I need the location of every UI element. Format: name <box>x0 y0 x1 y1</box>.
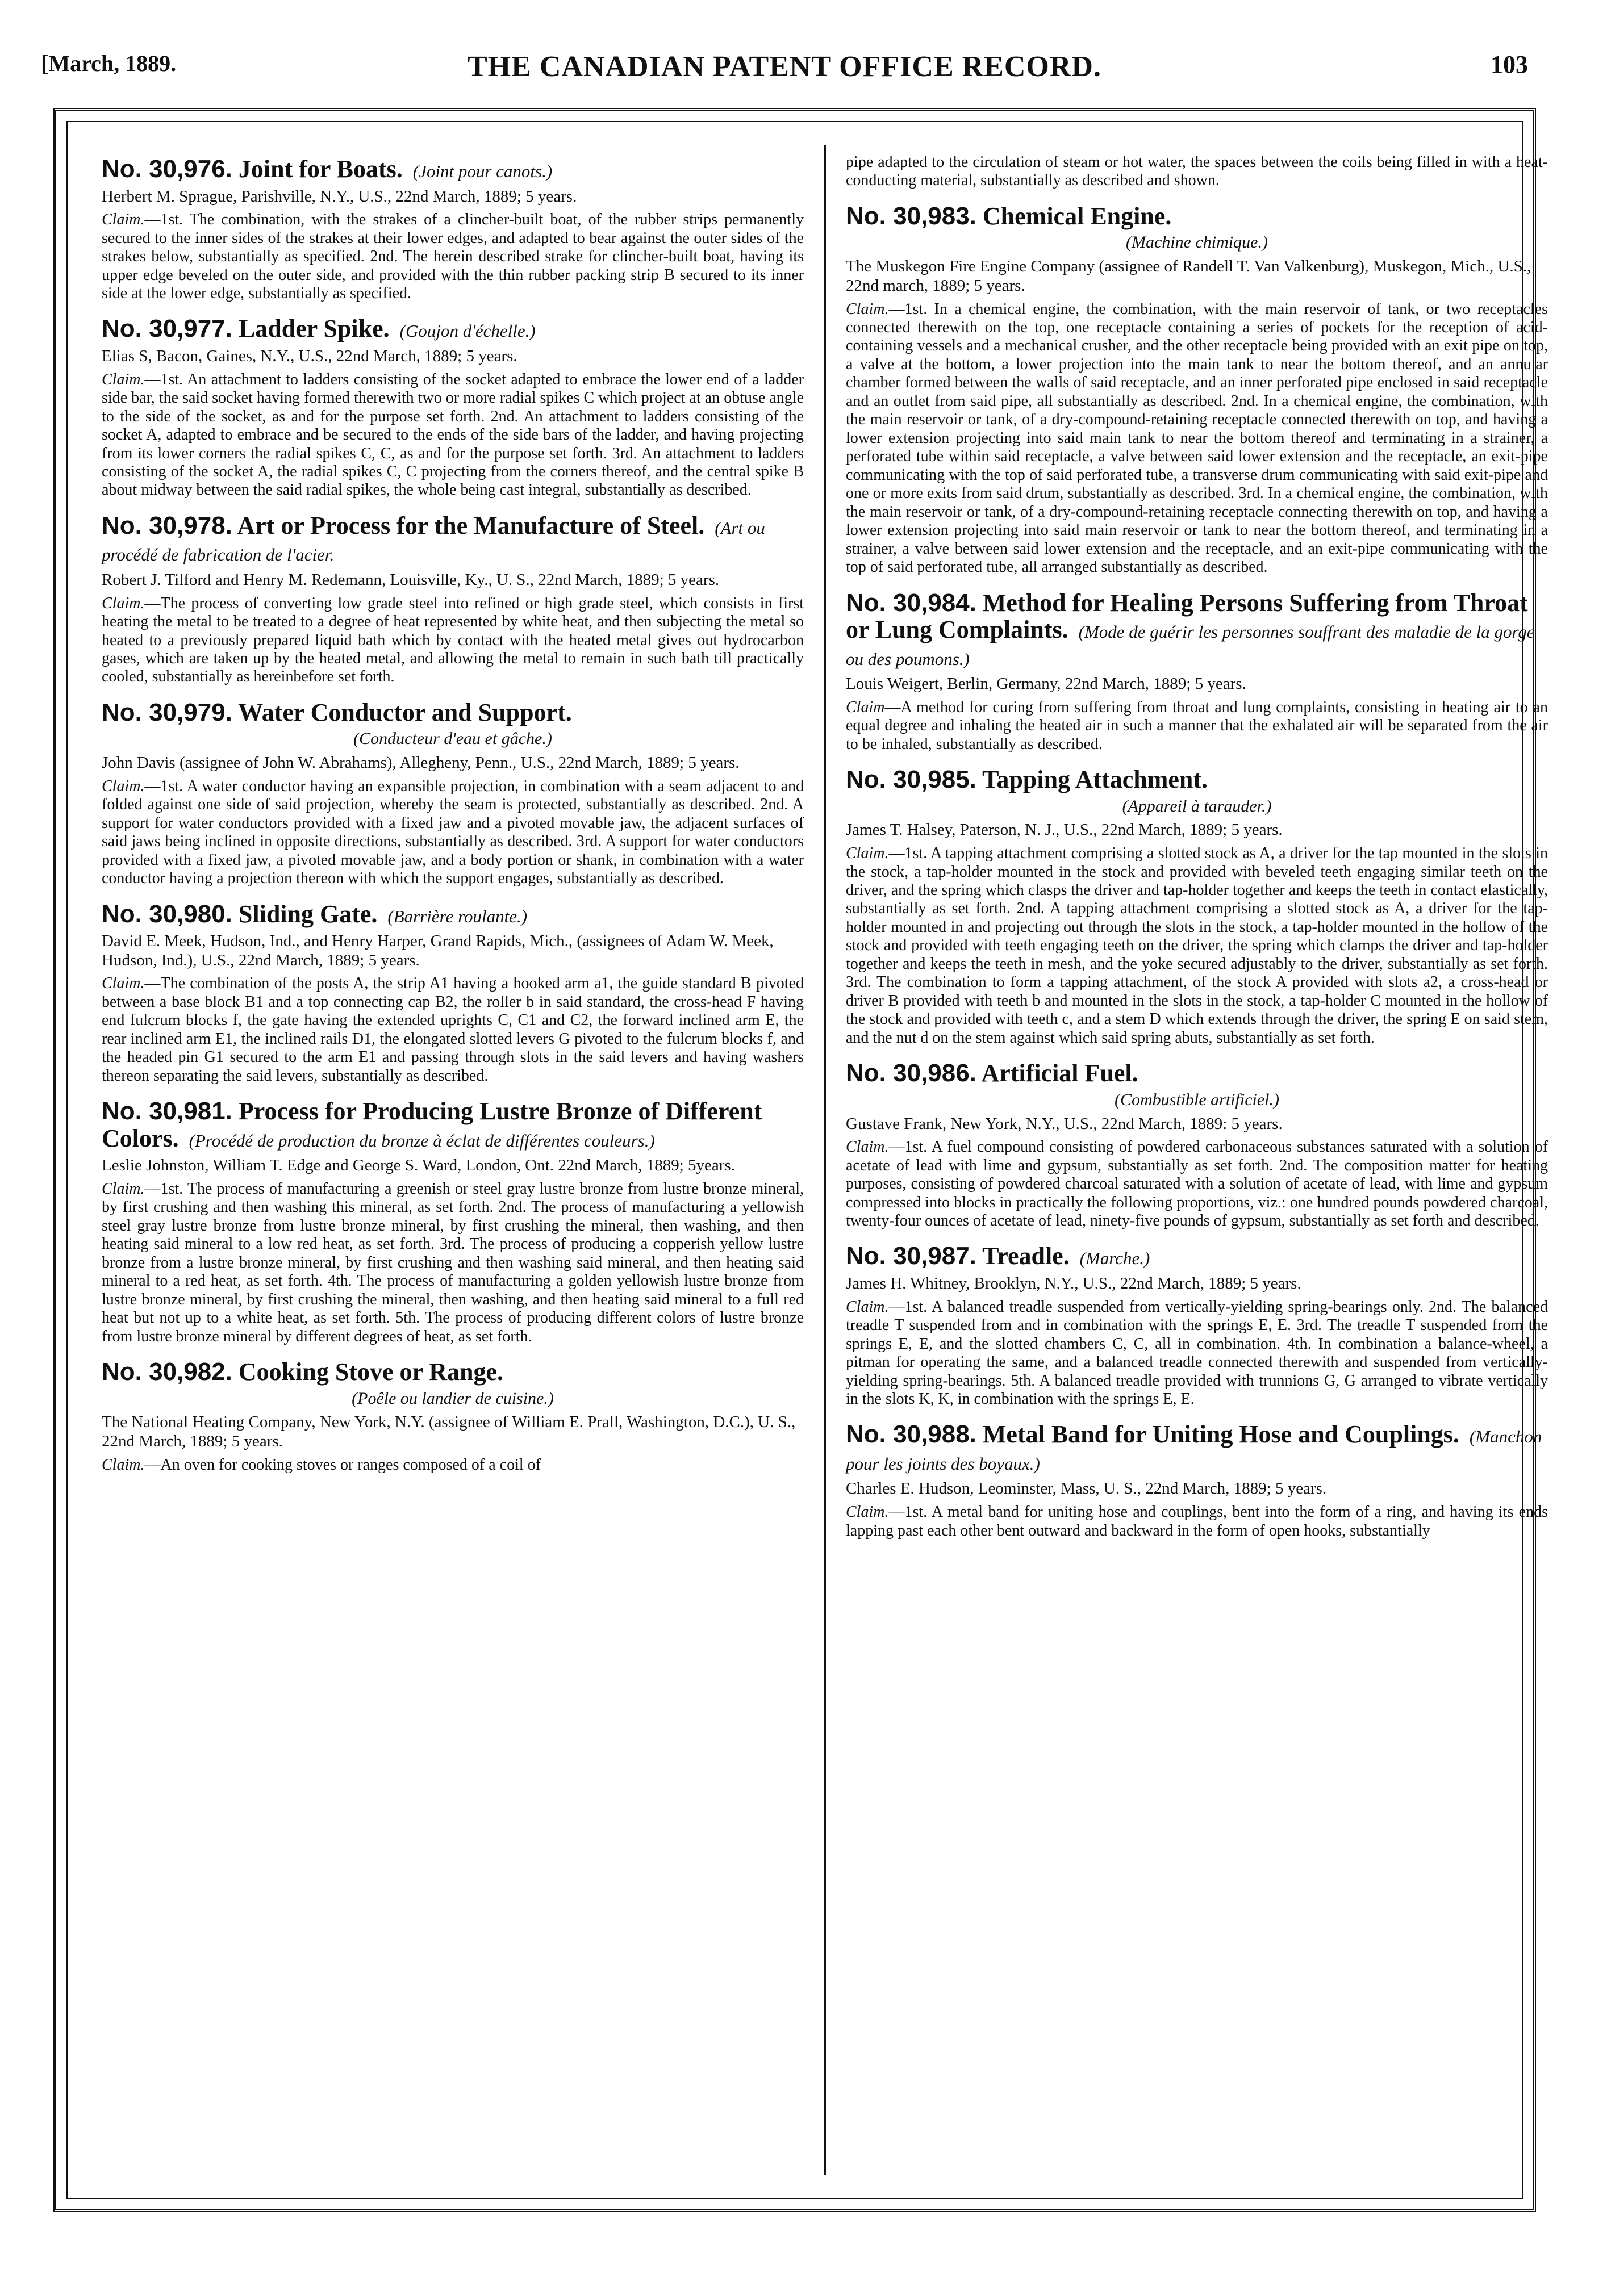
patent-number: No. 30,977. <box>102 315 232 343</box>
claim-label: Claim. <box>102 594 145 612</box>
french-title: (Mode de guérir les personnes souffrant des maladie de la gorge ou des poumons.) <box>846 622 1535 669</box>
claim-body: pipe adapted to the circulation of steam or hot water, the spaces between the coils being filled in with a heat-conducting material, substantially as described and shown. <box>846 153 1548 190</box>
patent-entry <box>846 1243 1548 1408</box>
claim-text <box>846 1138 1548 1230</box>
claim-label: Claim. <box>102 777 145 795</box>
patent-title: Artificial Fuel. <box>981 1059 1138 1088</box>
patent-number: No. 30,979. <box>102 698 232 726</box>
patent-entry <box>102 1098 804 1346</box>
inventor-line: The Muskegon Fire Engine Company (assignee of Randell T. Van Valkenburg), Muskegon, Mich., U.S., 22nd march, 1889; 5 years. <box>846 257 1531 295</box>
patent-entry <box>846 153 1548 190</box>
french-title: (Goujon d'échelle.) <box>399 321 536 341</box>
left-column <box>102 153 804 1487</box>
claim-body: —1st. The process of manufacturing a greenish or steel gray lustre bronze from lustre bronze mineral, by first crushing and then washing this mineral, as set forth. 2nd. The process of manufacturing a yellowish steel gray lustre bronze from lustre bronze mineral, by first crushing the mineral, then washing, and then heating said mineral to a low red heat, as set forth. 3rd. The process of producing a copperish yellow lustre bronze from a lustre bronze mineral, by first crushing and then washing said mineral, and then heating said mineral to a red heat, as set forth. 4th. The process of manufacturing a golden yellowish lustre bronze from lustre bronze mineral, by first crushing the mineral, then washing, and then heating said mineral to a full red heat but not up to a white heat, as set forth. 5th. The process of producing different colors of lustre bronze from lustre bronze mineral by different degrees of heat, as set forth. <box>102 1180 804 1345</box>
patent-heading <box>846 1421 1548 1475</box>
patent-number: No. 30,987. <box>846 1242 976 1270</box>
patent-title: Water Conductor and Support. <box>238 698 572 726</box>
patent-title: Method for Healing Persons Suffering from Throat or Lung Complaints. <box>846 588 1528 644</box>
french-subtitle: (Conducteur d'eau et gâche.) <box>353 729 552 748</box>
claim-label: Claim. <box>102 1456 145 1474</box>
french-title: (Art ou procédé de fabrication de l'acier. <box>102 517 765 565</box>
patent-number: No. 30,985. <box>846 766 976 794</box>
claim-body: —1st. A fuel compound consisting of powdered carbonaceous substances saturated with a solution of acetate of lead with lime and gypsum, substantially as set forth. 2nd. The composition matter for heating purposes, consisting of powdered charcoal saturated with a solution of acetate of lead, with lime and gypsum compressed into blocks in practically the following proportions, viz.: one hundred pounds powdered charcoal, twenty-four ounces of acetate of lead, ninety-five pounds of gypsum, substantially as set forth and described. <box>846 1138 1548 1230</box>
patent-heading <box>102 1358 804 1386</box>
patent-number: No. 30,980. <box>102 900 232 928</box>
inventor-line: Gustave Frank, New York, N.Y., U.S., 22nd March, 1889: 5 years. <box>846 1114 1283 1133</box>
patent-entry <box>846 589 1548 754</box>
inventor-line: Robert J. Tilford and Henry M. Redemann, Louisville, Ky., U. S., 22nd March, 1889; 5 years. <box>102 570 720 589</box>
patent-heading <box>846 766 1548 793</box>
patent-entry <box>846 766 1548 1047</box>
patent-entry <box>102 315 804 499</box>
claim-label: Claim. <box>102 1180 145 1198</box>
claim-text <box>102 1456 804 1474</box>
patent-title: Chemical Engine. <box>982 202 1172 230</box>
claim-body: —1st. In a chemical engine, the combination, with the main reservoir of tank, or two receptacles connected therewith on the top, one receptacle containing a series of pockets for the reception of acid-containing vessels and a mechanical crusher, and the other receptacle being provided with an exit pipe on top, a valve at the bottom, a lower projection into the main tank to near the bottom thereof, and an annular chamber formed between the walls of said receptacle, and an inner perforated pipe enclosed in said receptacle and an outlet from said pipe, all substantially as described. 2nd. In a chemical engine, the combination, with the main reservoir or tank, of a dry-compound-retaining receptacle connected therewith on top, and having a lower extension projecting into said main tank to near the bottom thereof and terminating in a strainer, a perforated tube within said receptacle, a valve between said lower extension and the receptacle, an exit-pipe communicating with the top of said perforated tube, a transverse drum communicating with said exit-pipe and one or more exits from said drum, substantially as described. 3rd. In a chemical engine, the combination, with the main reservoir or tank, of a dry-compound-retaining receptacle connecting therewith on top, and having a lower extension projecting into said main reservoir or tank to near the bottom thereof, and terminating in a strainer, a valve between said lower extension and the receptacle, and an exit-pipe communicating with the top of said perforated tube, all arranged substantially as described. <box>846 300 1548 576</box>
page-frame <box>53 108 1548 2212</box>
patent-heading <box>846 1060 1548 1087</box>
patent-title: Treadle. <box>982 1242 1070 1270</box>
patent-entry <box>102 512 804 687</box>
french-title: (Barrière roulante.) <box>387 906 528 926</box>
claim-label: Claim. <box>846 1138 889 1156</box>
claim-text <box>846 699 1548 754</box>
patent-title: Cooking Stove or Range. <box>238 1358 504 1386</box>
patent-number: No. 30,982. <box>102 1358 232 1386</box>
claim-label: Claim <box>846 698 885 716</box>
inventor-line: James T. Halsey, Paterson, N. J., U.S., 22nd March, 1889; 5 years. <box>846 821 1283 839</box>
claim-body: —The process of converting low grade steel into refined or high grade steel, which consists in first heating the metal to be treated to a degree of heat represented by white heat, and then subjecting the metal so heated to a previously prepared liquid bath which by contact with the heated metal gives out hydrocarbon gases, which are taken up by the heated metal, and allowing the metal to remain in such bath till practically cooled, substantially as hereinbefore set forth. <box>102 594 804 686</box>
patent-number: No. 30,988. <box>846 1420 976 1449</box>
header-date: [March, 1889. <box>41 51 177 76</box>
claim-label: Claim. <box>846 300 889 318</box>
patent-entry <box>846 1421 1548 1540</box>
claim-text <box>102 211 804 303</box>
claim-text <box>102 777 804 888</box>
claim-label: Claim. <box>846 1298 889 1316</box>
patent-entry <box>102 156 804 303</box>
claim-text <box>846 844 1548 1047</box>
inventor-line: John Davis (assignee of John W. Abrahams), Allegheny, Penn., U.S., 22nd March, 1889; 5 years. <box>102 754 740 772</box>
patent-heading <box>102 1098 804 1152</box>
claim-label: Claim. <box>846 1503 889 1521</box>
claim-label: Claim. <box>102 975 145 993</box>
claim-body: —1st. A water conductor having an expansible projection, in combination with a seam adjacent to and folded against one side of said projection, whereby the seam is protected, substantially as described. 2nd. A support for water conductors provided with a fixed jaw and a pivoted movable jaw, the adjacent surfaces of said jaws being inclined in opposite directions, substantially as described. 3rd. A support for water conductors provided with a fixed jaw, a pivoted movable jaw, and a body portion or shank, in combination with a water conductor having a projection thereon with which the support engages, substantially as described. <box>102 777 804 888</box>
claim-text <box>102 595 804 687</box>
patent-title: Ladder Spike. <box>238 315 390 343</box>
patent-title: Tapping Attachment. <box>982 766 1208 794</box>
claim-body: —1st. A balanced treadle suspended from vertically-yielding spring-bearings only. 2nd. The balanced treadle T suspended from and in combination with the springs E, E. 3rd. The treadle T suspended from the springs E, E, and the slotted chambers C, C, all in combination. 4th. In combination a balance-wheel, a pitman for operating the same, and a balanced treadle connected therewith and suspended from vertically-yielding spring-bearings. 5th. A balanced treadle provided with trunnions G, G arranged to vibrate vertically in the slots K, K, in combination with the springs E, E. <box>846 1298 1548 1408</box>
inventor-line: Herbert M. Sprague, Parishville, N.Y., U.S., 22nd March, 1889; 5 years. <box>102 187 577 206</box>
french-title: (Joint pour canots.) <box>412 161 553 181</box>
claim-body: —1st. The combination, with the strakes of a clincher-built boat, of the rubber strips permanently secured to the inner sides of the strakes at their lower edges, and adapted to bear against the outer sides of the strakes below, substantially as specified. 2nd. The herein described strake for clincher-built boat, having its upper edge beveled on the outer side, and provided with the thin rubber packing strip B secured to its inner side at the lower edge, substantially as specified. <box>102 211 804 303</box>
french-subtitle: (Machine chimique.) <box>1126 233 1268 252</box>
claim-body: —1st. A tapping attachment comprising a slotted stock as A, a driver for the tap mounted in the slots in the stock, a tap-holder mounted in the stock and provided with beveled teeth engaging similar teeth on the driver, and the spring which clasps the driver and tap-holder together and keeps the teeth in contact elastically, substantially as set forth. 2nd. A tapping attachment comprising a slotted stock as A, a driver for the tap-holder mounted in and projecting out through the slots in the stock, a tap-holder mounted in the hollow of the stock and provided with teeth engaging teeth on the driver, the spring which clamps the driver and tap-holder together and keeps the teeth in mesh, and the yoke secured adjustably to the driver, substantially as set forth. 3rd. The combination to form a tapping attachment, of the stock A provided with slots a2, a cross-head or driver B provided with teeth b and mounted in the slots in the stock, a tap-holder C mounted in the hollow of the stock and provided with teeth c, and a stem D which extends through the driver, the spring E on said stem, and the nut d on the stem against which said spring abuts, substantially as set forth. <box>846 844 1548 1047</box>
claim-text <box>102 975 804 1085</box>
inventor-line: Elias S, Bacon, Gaines, N.Y., U.S., 22nd March, 1889; 5 years. <box>102 347 517 365</box>
claim-text <box>846 1503 1548 1540</box>
patent-title: Process for Producing Lustre Bronze of Different Colors. <box>102 1097 762 1152</box>
claim-label: Claim. <box>846 844 889 863</box>
patent-number: No. 30,984. <box>846 588 976 617</box>
patent-heading <box>102 512 804 566</box>
patent-number: No. 30,983. <box>846 202 976 230</box>
claim-body: —The combination of the posts A, the strip A1 having a hooked arm a1, the guide standard B pivoted between a base block B1 and a top connecting cap B2, the roller b in said standard, the cross-head F having end fulcrum blocks f, the gate having the extended uprights C, C1 and C2, the forward inclined arm E, the rear inclined arm E1, the inclined rails D1, the elongated slotted levers G pivoted to the fulcrum blocks f, and the headed pin G1 secured to the arm E1 and passing through slots in the said levers and having washers thereon separating the said levers, substantially as described. <box>102 975 804 1085</box>
inventor-line: James H. Whitney, Brooklyn, N.Y., U.S., 22nd March, 1889; 5 years. <box>846 1274 1301 1293</box>
page-number: 103 <box>1491 51 1528 78</box>
patent-entry <box>102 699 804 888</box>
patent-title: Art or Process for the Manufacture of Steel. <box>237 511 705 540</box>
column-divider <box>824 145 826 2175</box>
patent-heading <box>102 901 804 928</box>
claim-text <box>846 1298 1548 1409</box>
claim-label: Claim. <box>102 211 145 229</box>
patent-title: Metal Band for Uniting Hose and Couplings. <box>982 1420 1459 1449</box>
patent-title: Joint for Boats. <box>238 155 403 183</box>
french-title: (Procédé de production du bronze à éclat de différentes couleurs.) <box>189 1130 655 1151</box>
patent-number: No. 30,976. <box>102 155 232 183</box>
patent-heading <box>846 203 1548 230</box>
french-subtitle: (Combustible artificiel.) <box>1115 1090 1279 1109</box>
patent-number: No. 30,978. <box>102 511 232 540</box>
claim-text <box>846 153 1548 190</box>
right-column <box>846 153 1548 1553</box>
inventor-line: Charles E. Hudson, Leominster, Mass, U. S., 22nd March, 1889; 5 years. <box>846 1479 1327 1498</box>
patent-entry <box>102 901 804 1086</box>
claim-body: —1st. An attachment to ladders consisting of the socket adapted to embrace the lower end of a ladder side bar, the said socket having formed therewith two or more radial spikes C which project at an obtuse angle to the side of the socket, as and for the purpose set forth. 2nd. An attachment to ladders consisting of the socket A, adapted to embrace and be secured to the ends of the side bars of the ladder, and having projecting from its lower corners the radial spikes C, C, as and for the purpose set forth. 3rd. An attachment to ladders consisting of the socket A, the radial spikes C, C projecting from the corners thereof, and the central spike B about midway between the said radial spikes, the whole being cast integral, substantially as described. <box>102 370 804 499</box>
patent-heading <box>846 1243 1548 1270</box>
patent-heading <box>846 589 1548 671</box>
publication-title: THE CANADIAN PATENT OFFICE RECORD. <box>468 51 1101 83</box>
claim-body: —An oven for cooking stoves or ranges composed of a coil of <box>144 1456 541 1474</box>
inventor-line: Leslie Johnston, William T. Edge and George S. Ward, London, Ont. 22nd March, 1889; 5years. <box>102 1156 735 1175</box>
french-title: (Marche.) <box>1079 1248 1150 1269</box>
inner-frame <box>66 121 1548 2199</box>
inventor-line: Louis Weigert, Berlin, Germany, 22nd March, 1889; 5 years. <box>846 675 1246 693</box>
patent-heading <box>102 156 804 183</box>
inventor-line: The National Heating Company, New York, N.Y. (assignee of William E. Prall, Washington, D.C.), U. S., 22nd March, 1889; 5 years. <box>102 1413 796 1451</box>
claim-text <box>846 300 1548 577</box>
patent-heading <box>102 315 804 342</box>
french-subtitle: (Appareil à tarauder.) <box>1122 796 1272 815</box>
patent-title: Sliding Gate. <box>238 900 378 928</box>
patent-number: No. 30,981. <box>102 1097 232 1126</box>
claim-label: Claim. <box>102 370 145 388</box>
patent-number: No. 30,986. <box>846 1059 976 1088</box>
page-header <box>41 50 1528 95</box>
french-subtitle: (Poêle ou landier de cuisine.) <box>352 1389 554 1408</box>
claim-body: —1st. A metal band for uniting hose and couplings, bent into the form of a ring, and having its ends lapping past each other bent outward and backward in the form of open hooks, substantially <box>846 1503 1548 1540</box>
claim-text <box>102 1180 804 1346</box>
patent-heading <box>102 699 804 726</box>
claim-text <box>102 371 804 500</box>
patent-entry <box>102 1358 804 1474</box>
claim-body: —A method for curing from suffering from throat and lung complaints, consisting in heating air to an equal degree and inhaling the heated air in such a manner that the exhalated air will be separated from the air to be inhaled, substantially as described. <box>846 698 1548 753</box>
french-title: (Manchon pour les joints des boyaux.) <box>846 1427 1542 1474</box>
patent-entry <box>846 1060 1548 1230</box>
inventor-line: David E. Meek, Hudson, Ind., and Henry Harper, Grand Rapids, Mich., (assignees of Adam W. Meek, Hudson, Ind.), U.S., 22nd March, 1889; 5 years. <box>102 932 774 969</box>
patent-entry <box>846 203 1548 577</box>
